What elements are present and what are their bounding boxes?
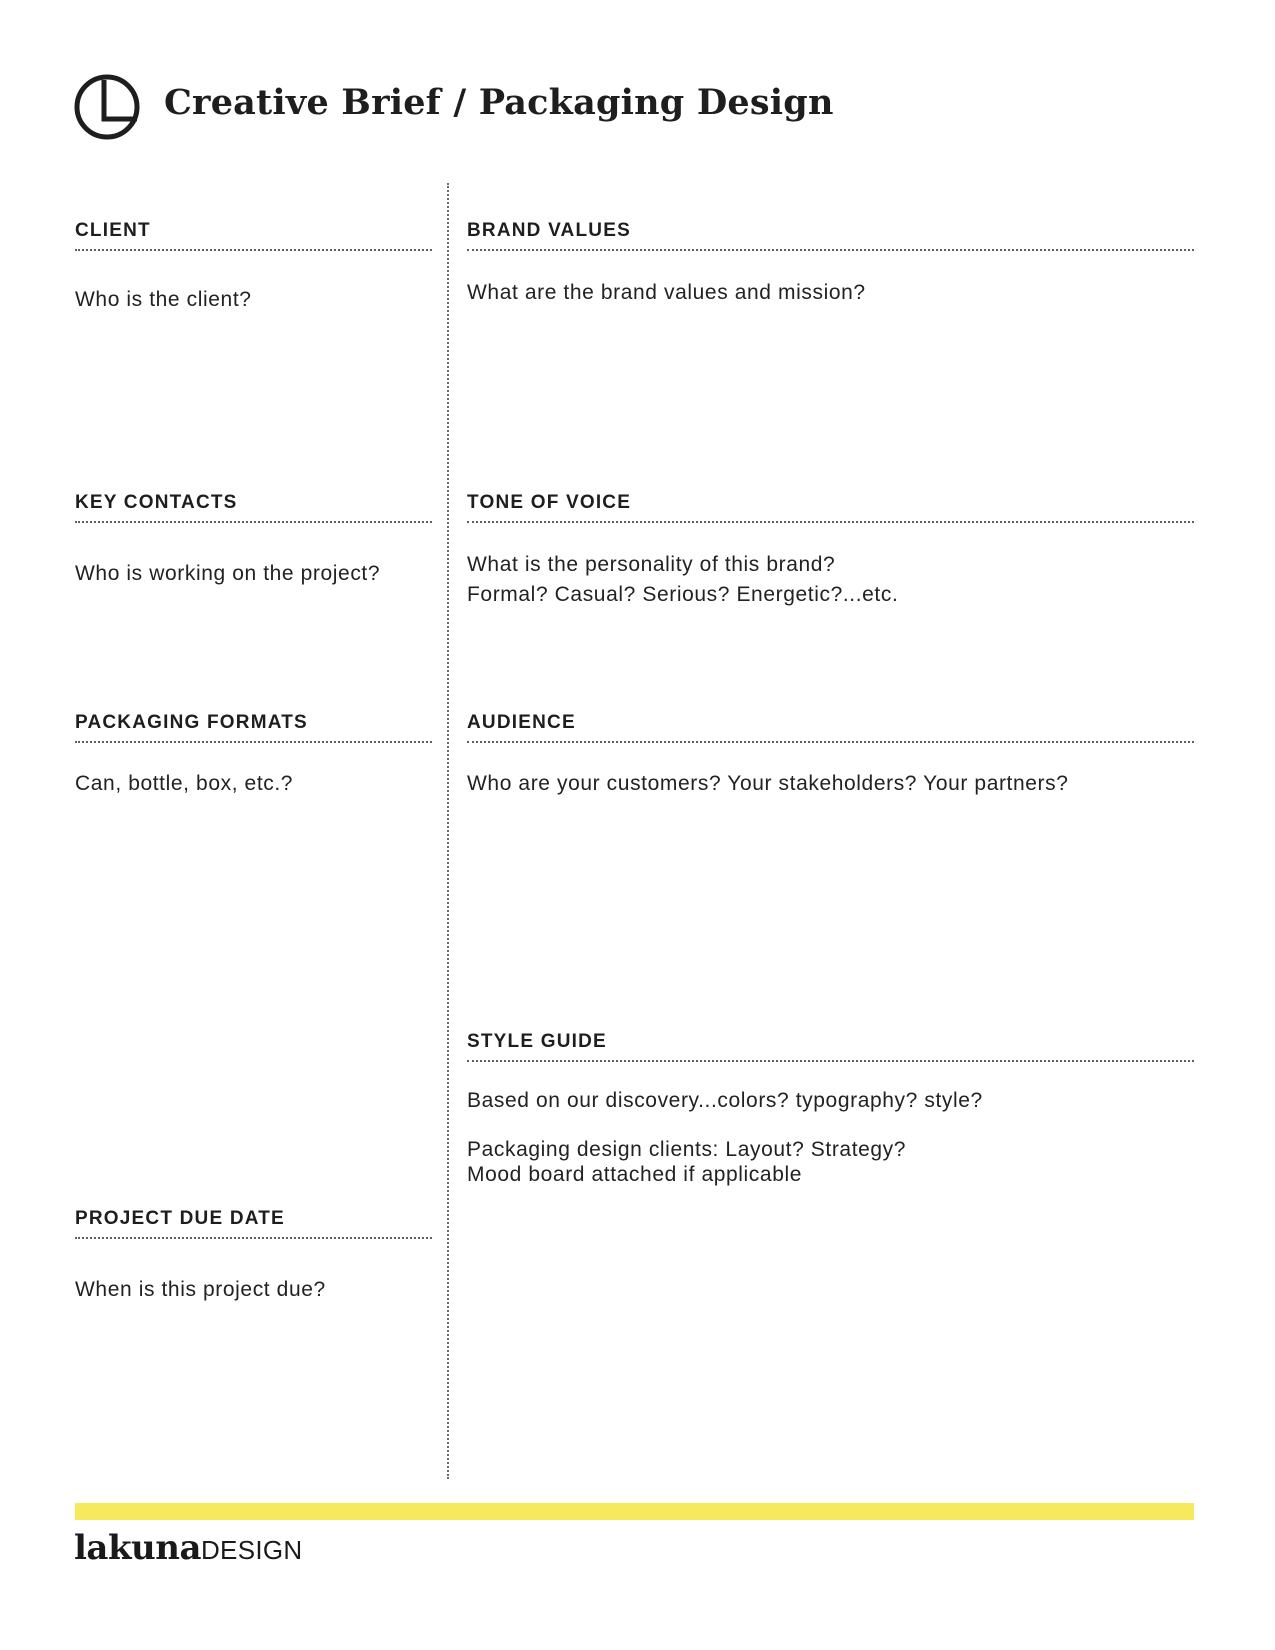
- project-due-date-prompt: [75, 1275, 432, 1305]
- brand-values-prompt-line: What are the brand values and mission?: [467, 281, 866, 304]
- packaging-formats-section: [75, 712, 432, 799]
- brand-name: lakuna: [74, 1528, 201, 1568]
- project-due-date-section: [75, 1208, 432, 1305]
- key-contacts-section: [75, 492, 432, 589]
- tone-of-voice-heading: TONE OF VOICE: [467, 492, 1194, 523]
- footer-accent-bar: [75, 1503, 1194, 1520]
- page-title: Creative Brief / Packaging Design: [164, 82, 834, 123]
- style-guide-heading: STYLE GUIDE: [467, 1031, 1194, 1062]
- brand-values-heading: BRAND VALUES: [467, 220, 1194, 251]
- style-guide-prompt-line-1: Based on our discovery...colors? typography? style?: [467, 1089, 983, 1112]
- packaging-formats-heading: PACKAGING FORMATS: [75, 712, 432, 743]
- project-due-date-heading: PROJECT DUE DATE: [75, 1208, 432, 1239]
- project-due-date-prompt-line: When is this project due?: [75, 1278, 326, 1301]
- footer-brand-logo: [74, 1528, 302, 1575]
- audience-prompt-line: Who are your customers? Your stakeholders? Your partners?: [467, 772, 1069, 795]
- key-contacts-prompt: [75, 559, 432, 589]
- client-prompt-line: Who is the client?: [75, 288, 252, 311]
- style-guide-section: [467, 1031, 1194, 1187]
- tone-of-voice-prompt: [467, 550, 1194, 610]
- column-divider: [447, 183, 449, 1479]
- brand-values-prompt: [467, 278, 1194, 308]
- key-contacts-prompt-line: Who is working on the project?: [75, 562, 381, 585]
- style-guide-prompt-line-3: Mood board attached if applicable: [467, 1163, 803, 1186]
- client-prompt: [75, 285, 432, 315]
- client-heading: CLIENT: [75, 220, 432, 251]
- style-guide-prompt: [467, 1088, 1194, 1187]
- packaging-formats-prompt: [75, 769, 432, 799]
- tone-of-voice-section: [467, 492, 1194, 610]
- tone-of-voice-prompt-line-1: What is the personality of this brand?: [467, 553, 836, 576]
- audience-heading: AUDIENCE: [467, 712, 1194, 743]
- lakuna-logo-icon: [74, 74, 140, 140]
- brand-values-section: [467, 220, 1194, 308]
- audience-prompt: [467, 769, 1194, 799]
- packaging-formats-prompt-line: Can, bottle, box, etc.?: [75, 772, 294, 795]
- audience-section: [467, 712, 1194, 799]
- tone-of-voice-prompt-line-2: Formal? Casual? Serious? Energetic?...etc.: [467, 583, 899, 606]
- client-section: [75, 220, 432, 315]
- brand-suffix: DESIGN: [200, 1535, 303, 1565]
- style-guide-prompt-line-2: Packaging design clients: Layout? Strategy?: [467, 1138, 907, 1161]
- key-contacts-heading: KEY CONTACTS: [75, 492, 432, 523]
